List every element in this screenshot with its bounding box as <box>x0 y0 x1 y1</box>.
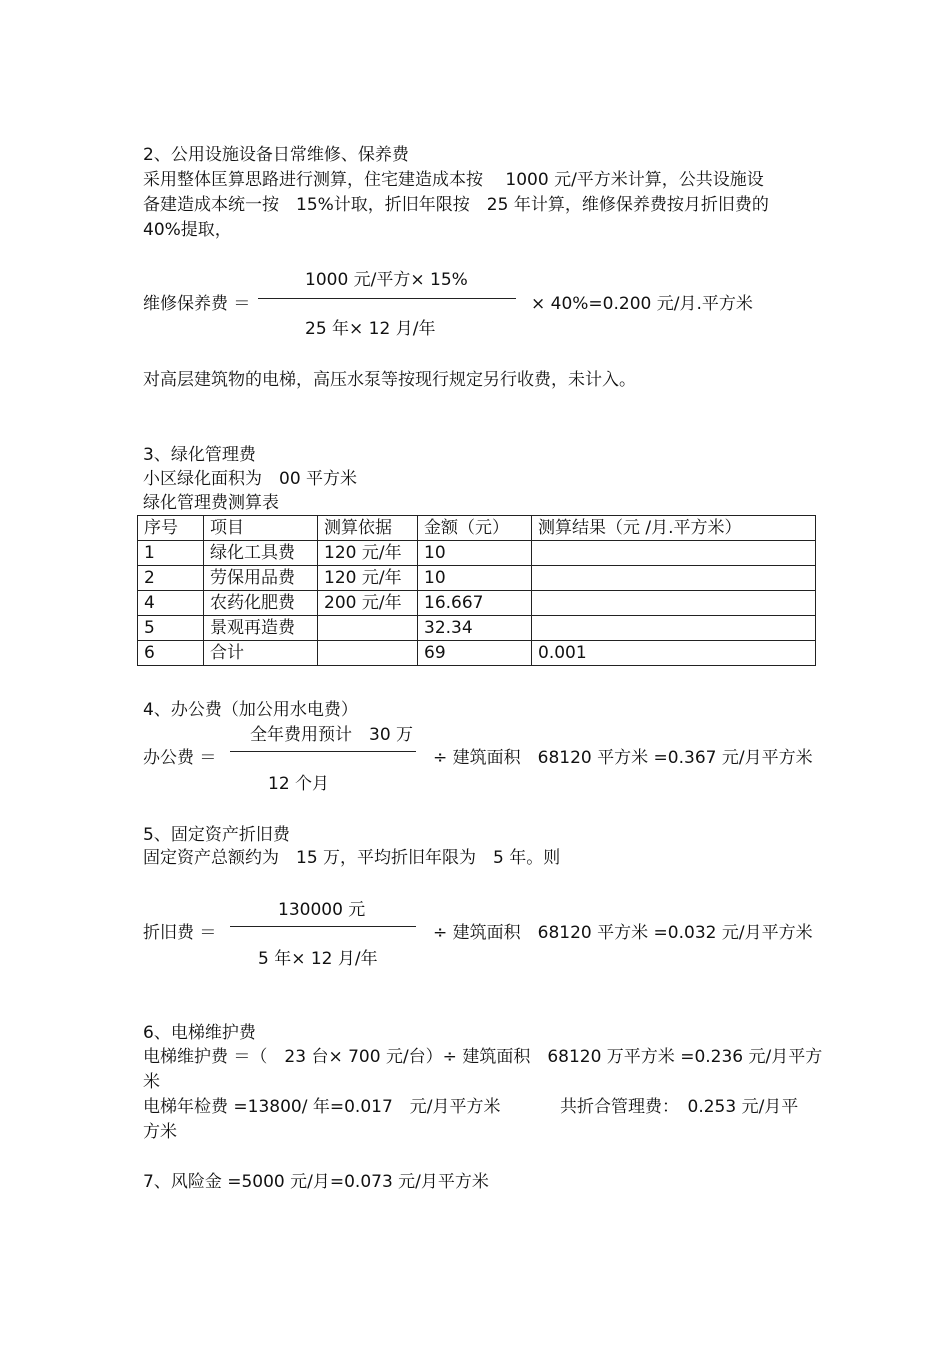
table-cell <box>318 616 418 641</box>
section-7-heading: 7、风险金 =5000 元/月=0.073 元/月平方米 <box>143 1172 489 1192</box>
table-cell: 10 <box>418 566 532 591</box>
table-row <box>138 566 816 591</box>
section-5-text: 固定资产总额约为 15 万，平均折旧年限为 5 年。则 <box>143 848 561 868</box>
table-cell <box>318 641 418 666</box>
maintenance-formula-result: × 40%=0.200 元/月.平方米 <box>531 294 753 314</box>
table-row <box>138 616 816 641</box>
table-header-row <box>138 516 816 541</box>
table-header-cell: 测算结果（元 /月.平方米） <box>532 516 816 541</box>
table-cell: 1 <box>138 541 204 566</box>
table-cell: 5 <box>138 616 204 641</box>
section-2-note: 对高层建筑物的电梯，高压水泵等按现行规定另行收费，未计入。 <box>143 370 636 390</box>
table-cell <box>532 591 816 616</box>
maintenance-formula-denominator: 25 年× 12 月/年 <box>305 319 436 339</box>
greening-table-title: 绿化管理费测算表 <box>143 493 279 513</box>
greening-area-text: 小区绿化面积为 00 平方米 <box>143 469 358 489</box>
table-cell: 4 <box>138 591 204 616</box>
table-cell: 120 元/年 <box>318 541 418 566</box>
maintenance-formula-label: 维修保养费 ＝ <box>143 294 251 314</box>
office-formula-fraction-line <box>230 751 416 752</box>
table-cell: 农药化肥费 <box>204 591 318 616</box>
office-formula-numerator: 全年费用预计 30 万 <box>250 725 414 745</box>
table-cell: 合计 <box>204 641 318 666</box>
table-cell: 120 元/年 <box>318 566 418 591</box>
section-2-paragraph-line-2: 备建造成本统一按 15%计取，折旧年限按 25 年计算，维修保养费按月折旧费的 <box>143 195 769 215</box>
office-formula-denominator: 12 个月 <box>268 774 330 794</box>
table-cell <box>532 566 816 591</box>
depreciation-formula-denominator: 5 年× 12 月/年 <box>258 949 378 969</box>
table-cell <box>532 616 816 641</box>
maintenance-formula-numerator: 1000 元/平方× 15% <box>305 270 468 290</box>
table-cell: 200 元/年 <box>318 591 418 616</box>
elevator-inspection-line: 电梯年检费 =13800/ 年=0.017 元/月平方米 <box>143 1097 501 1117</box>
table-header-cell: 测算依据 <box>318 516 418 541</box>
table-cell: 2 <box>138 566 204 591</box>
table-cell: 劳保用品费 <box>204 566 318 591</box>
table-cell <box>532 541 816 566</box>
table-row <box>138 591 816 616</box>
table-cell: 6 <box>138 641 204 666</box>
greening-cost-table <box>137 515 816 666</box>
section-2-paragraph-line-1: 采用整体匡算思路进行测算，住宅建造成本按 1000 元/平方米计算，公共设施设 <box>143 170 764 190</box>
table-cell: 景观再造费 <box>204 616 318 641</box>
table-cell: 0.001 <box>532 641 816 666</box>
depreciation-formula-result: ÷ 建筑面积 68120 平方米 =0.032 元/月平方米 <box>433 923 813 943</box>
table-row <box>138 641 816 666</box>
section-2-heading: 2、公用设施设备日常维修、保养费 <box>143 145 409 165</box>
section-3-heading: 3、绿化管理费 <box>143 445 256 465</box>
table-cell: 16.667 <box>418 591 532 616</box>
table-cell: 69 <box>418 641 532 666</box>
table-header-cell: 金额（元） <box>418 516 532 541</box>
section-4-heading: 4、办公费（加公用水电费） <box>143 700 358 720</box>
elevator-maintenance-line-cont: 米 <box>143 1072 160 1092</box>
table-header-cell: 序号 <box>138 516 204 541</box>
table-cell: 32.34 <box>418 616 532 641</box>
section-2-paragraph-line-3: 40%提取， <box>143 220 232 240</box>
table-cell: 10 <box>418 541 532 566</box>
office-formula-label: 办公费 ＝ <box>143 748 217 768</box>
office-formula-result: ÷ 建筑面积 68120 平方米 =0.367 元/月平方米 <box>433 748 813 768</box>
total-management-fee-cont: 方米 <box>143 1122 177 1142</box>
depreciation-formula-fraction-line <box>230 926 416 927</box>
total-management-fee: 共折合管理费： 0.253 元/月平 <box>560 1097 799 1117</box>
table-row <box>138 541 816 566</box>
depreciation-formula-label: 折旧费 ＝ <box>143 923 217 943</box>
section-6-heading: 6、电梯维护费 <box>143 1023 256 1043</box>
table-header-cell: 项目 <box>204 516 318 541</box>
maintenance-formula-fraction-line <box>258 298 516 299</box>
elevator-maintenance-line: 电梯维护费 ＝（ 23 台× 700 元/台）÷ 建筑面积 68120 万平方米 =0.236 元/月平方 <box>143 1047 823 1067</box>
section-5-heading: 5、固定资产折旧费 <box>143 825 290 845</box>
table-cell: 绿化工具费 <box>204 541 318 566</box>
depreciation-formula-numerator: 130000 元 <box>278 900 366 920</box>
